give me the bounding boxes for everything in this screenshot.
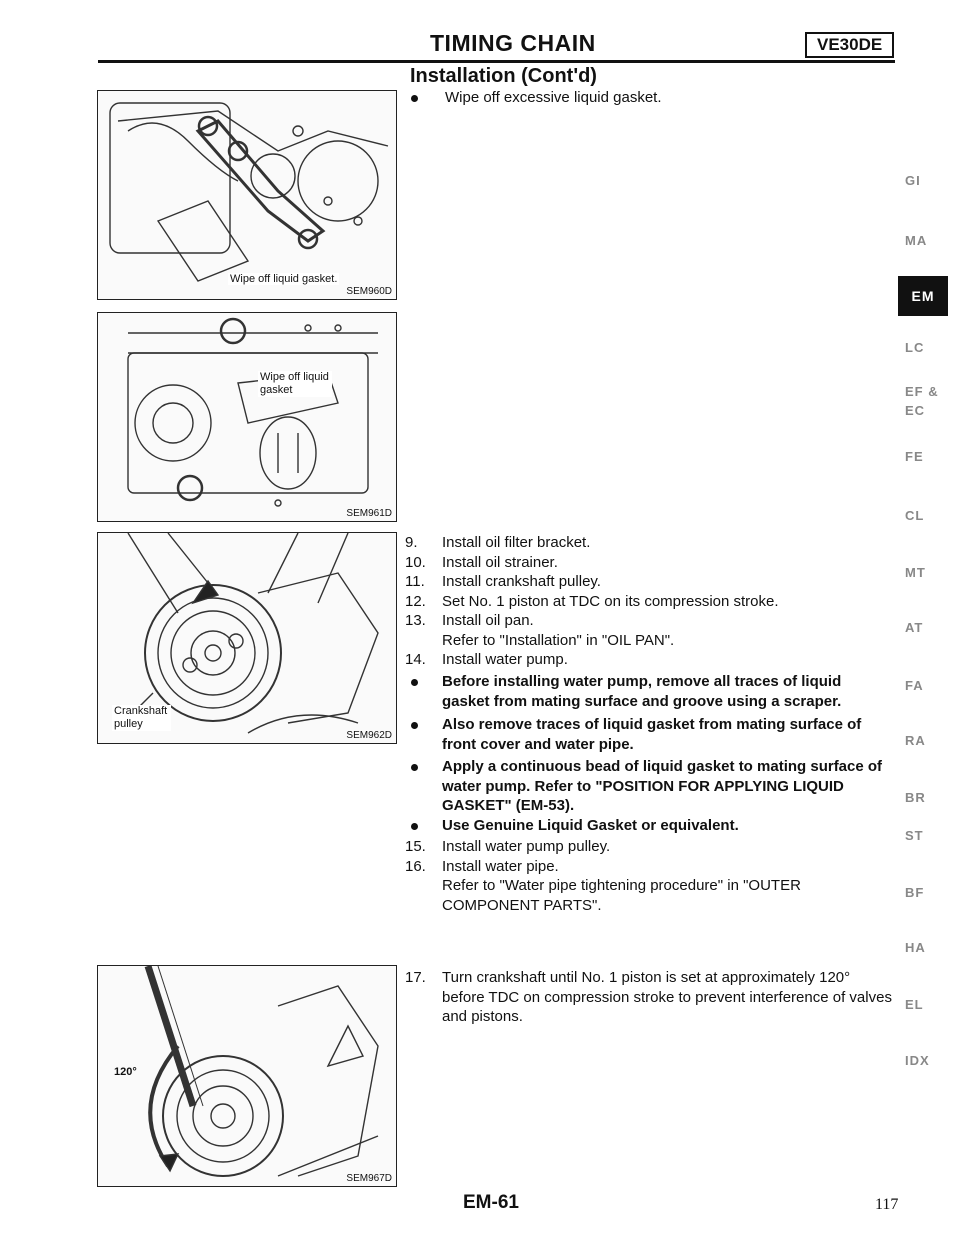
side-tab-ef[interactable]: EF &	[905, 384, 939, 399]
page-title: TIMING CHAIN	[430, 30, 596, 56]
side-tab-ra[interactable]: RA	[905, 733, 926, 748]
figure-caption: Wipe off liquid gasket.	[230, 273, 338, 285]
crankshaft-rotation-illustration	[98, 966, 396, 1186]
side-tab-el[interactable]: EL	[905, 997, 924, 1012]
bullet-icon	[411, 764, 418, 771]
figure-caption: Crankshaft pulley	[112, 705, 171, 731]
step-11: 11. Install crankshaft pulley.	[405, 573, 601, 590]
figure-wipe-liquid-gasket-2	[97, 312, 397, 522]
warning-bullet-2: Also remove traces of liquid gasket from mating surface of front cover and water pipe.	[405, 715, 890, 754]
figure-code: SEM967D	[346, 1173, 392, 1184]
step-14: 14. Install water pump.	[405, 651, 568, 668]
step-10: 10. Install oil strainer.	[405, 553, 558, 571]
step-16: 16. Install water pipe.	[405, 857, 559, 875]
warning-bullet-1: Before installing water pump, remove all traces of liquid gasket from mating surface and groove using a scraper.	[405, 672, 890, 711]
side-tab-st[interactable]: ST	[905, 828, 924, 843]
side-tab-ma[interactable]: MA	[905, 233, 928, 248]
step-17: 17. Turn crankshaft until No. 1 piston is set at approximately 120° before TDC on compression stroke to prevent interference of valves and pistons.	[405, 969, 892, 1025]
bullet-icon	[411, 95, 418, 102]
figure-crankshaft-pulley	[97, 532, 397, 744]
bullet-icon	[411, 823, 418, 830]
figure-crankshaft-rotation	[97, 965, 397, 1187]
side-tab-gi[interactable]: GI	[905, 173, 921, 188]
side-tab-br[interactable]: BR	[905, 790, 926, 805]
side-tab-fe[interactable]: FE	[905, 449, 924, 464]
bullet-icon	[411, 679, 418, 686]
figure-code: SEM960D	[346, 286, 392, 297]
warning-bullet-4: Use Genuine Liquid Gasket or equivalent.	[405, 816, 890, 836]
side-tab-idx[interactable]: IDX	[905, 1053, 930, 1068]
section-page-number: EM-61	[463, 1192, 519, 1213]
side-tab-cl[interactable]: CL	[905, 508, 925, 523]
figure-caption: Wipe off liquid gasket	[258, 371, 332, 397]
step-13-note: Refer to "Installation" in "OIL PAN".	[442, 631, 675, 649]
step-12: 12. Set No. 1 piston at TDC on its compression stroke.	[405, 592, 779, 610]
figure-code: SEM961D	[346, 508, 392, 519]
side-tab-em[interactable]: EM	[898, 276, 948, 316]
figure-wipe-liquid-gasket-1	[97, 90, 397, 300]
step-13: 13. Install oil pan.	[405, 612, 534, 629]
side-tab-mt[interactable]: MT	[905, 565, 926, 580]
engine-chain-illustration	[98, 91, 396, 299]
header-rule	[98, 60, 895, 63]
step-9: 9. Install oil filter bracket.	[405, 534, 591, 551]
step-16-note: Refer to "Water pipe tightening procedure" in "OUTER COMPONENT PARTS".	[442, 877, 801, 914]
side-tab-ec[interactable]: EC	[905, 403, 926, 418]
step-15: 15. Install water pump pulley.	[405, 838, 611, 855]
figure-code: SEM962D	[346, 730, 392, 741]
intro-bullet: Wipe off excessive liquid gasket.	[405, 88, 895, 108]
side-tab-fa[interactable]: FA	[905, 678, 924, 693]
side-tab-ha[interactable]: HA	[905, 940, 926, 955]
side-tab-at[interactable]: AT	[905, 620, 924, 635]
side-tab-lc[interactable]: LC	[905, 340, 925, 355]
engine-badge: VE30DE	[805, 32, 894, 58]
side-tab-bf[interactable]: BF	[905, 885, 925, 900]
page-number: 117	[875, 1196, 899, 1213]
angle-label: 120°	[114, 1066, 137, 1078]
warning-bullet-3: Apply a continuous bead of liquid gasket to mating surface of water pump. Refer to "POSITION FOR APPLYING LIQUID GASKET" (EM-53).	[405, 757, 890, 816]
bullet-icon	[411, 722, 418, 729]
oil-pump-illustration	[98, 313, 396, 521]
section-subtitle: Installation (Cont'd)	[410, 65, 597, 87]
